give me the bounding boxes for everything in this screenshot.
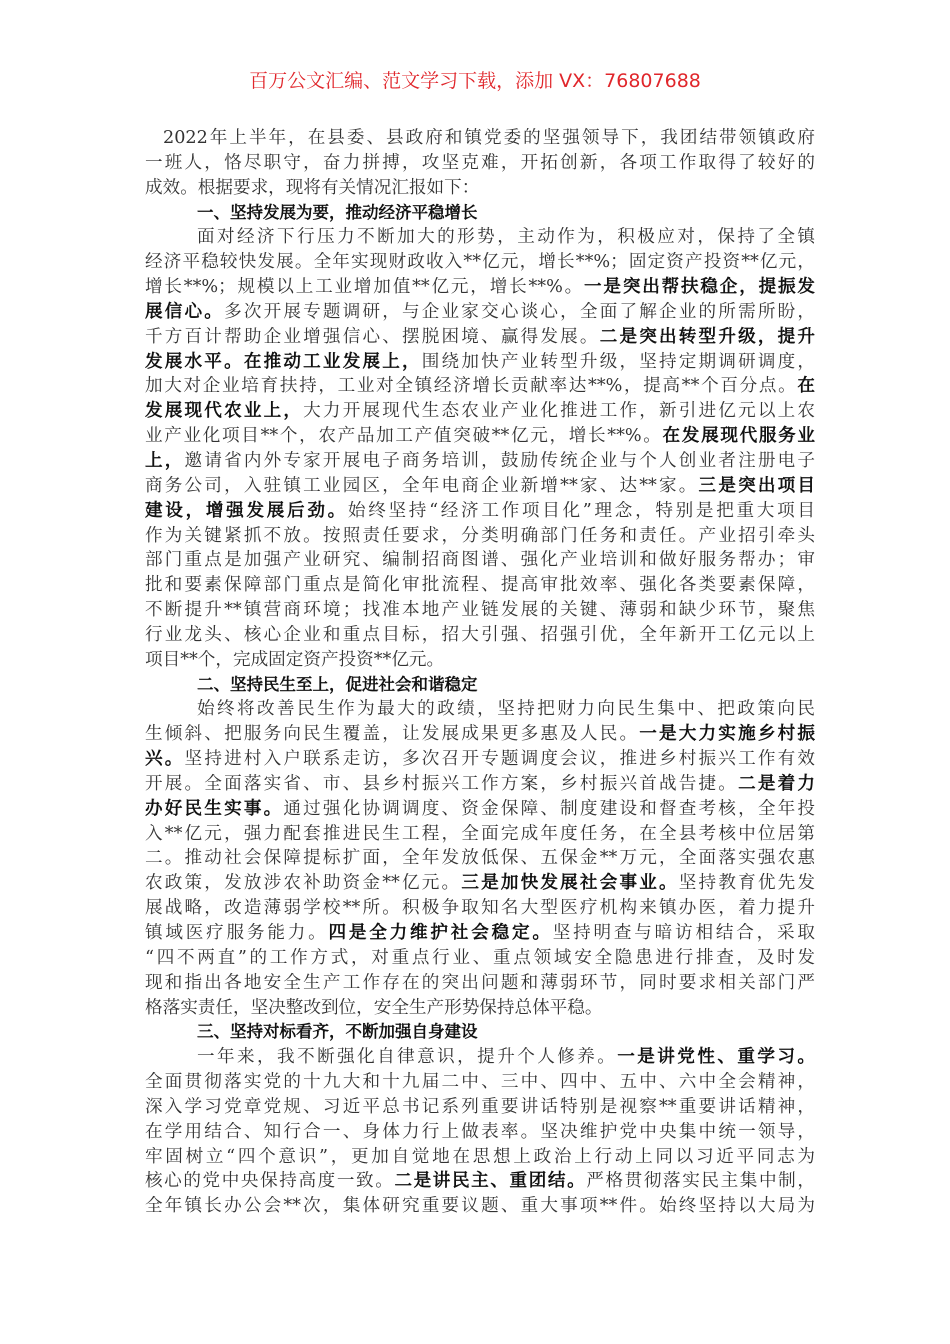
text-segment: 经济平稳较快发展。全年实现财政收入**亿元，增长**%；固定资产投资**亿元， [145,252,815,273]
text-line [145,1145,815,1170]
text-line [145,747,815,772]
text-segment: 牢固树立“四个意识”，更加自觉地在思想上政治上行动上同以习近平同志为 [145,1146,815,1167]
text-line [145,598,815,623]
text-segment: 始终将改善民生作为最大的政绩，坚持把财力向民生集中、把政策向民 [197,699,815,720]
bold-text: 展信心。 [145,300,225,322]
text-segment: 农政策，发放涉农补助资金**亿元。 [145,873,462,894]
bold-text: 发展水平。在推动工业发展上， [145,350,422,372]
text-segment: 在学用结合、知行合一、身体力行上做表率。坚决维护党中央集中统一领导， [145,1121,815,1142]
text-line [145,996,815,1021]
bold-text: 发展现代农业上， [145,400,304,422]
text-line [145,499,815,524]
watermark-banner: 百万公文汇编、范文学习下载，添加 VX：76807688 [249,70,701,92]
text-segment: 围绕加快产业转型升级，坚持定期调研调度， [421,351,815,372]
text-segment: 作为关键紧抓不放。按照责任要求，分类明确部门任务和责任。产业招引牵头 [145,525,815,546]
text-segment: 通过强化协调调度、资金保障、制度建设和督查考核，全年投 [283,798,815,819]
text-segment: 行业龙头、核心企业和重点目标，招大引强、招强引优，全年新开工亿元以上 [145,624,815,645]
text-segment: 大力开展现代生态农业产业化推进工作，新引进亿元以上农 [303,401,815,422]
text-line [145,722,815,747]
text-segment: 镇域医疗服务能力。 [145,923,329,943]
bold-text: 一是大力实施乡村振 [639,723,815,745]
text-line [145,921,815,946]
text-line [145,350,815,375]
text-segment: 批和要素保障部门重点是简化审批流程、提高审批效率、强化各类要素保障， [145,575,815,596]
text-segment: 加大对企业培育扶持，工业对全镇经济增长贡献率达**%，提高**个百分点。 [145,376,798,397]
bold-text: 三是突出项目 [698,474,815,496]
text-line [145,275,815,300]
bold-text: 办好民生实事。 [145,797,284,819]
text-line [145,896,815,921]
bold-text: 三、坚持对标看齐，不断加强自身建设 [197,1022,478,1042]
text-line [145,225,815,250]
text-line [145,250,815,275]
text-segment: 成效。根据要求，现将有关情况汇报如下： [145,177,480,198]
text-segment: 面对经济下行压力不断加大的形势，主动作为，积极应对，保持了全镇 [197,227,815,248]
bold-text: 在 [797,375,815,397]
text-segment: 核心的党中央保持高度一致。 [145,1171,395,1192]
text-line [145,176,815,201]
text-segment: 一班人，恪尽职守，奋力拼搏，攻坚克难，开拓创新，各项工作取得了较好的 [145,152,815,173]
bold-text: 在发展现代服务业 [662,425,815,447]
text-line [145,449,815,474]
text-line [145,1045,815,1070]
document-body [145,126,815,1219]
text-line [145,1095,815,1120]
text-segment: 项目**个，完成固定资产投资**亿元。 [145,649,445,670]
bold-text: 四是全力维护社会稳定。 [328,922,553,943]
bold-text: 二是着力 [738,772,815,794]
text-line [145,648,815,673]
text-segment: 邀请省内外专家开展电子商务培训，鼓励传统企业与个人创业者注册电子 [184,450,815,471]
bold-text: 三是加快发展社会事业。 [461,872,679,894]
text-segment: 坚持进村入户联系走访，多次召开专题调度会议，推进乡村振兴工作有效 [184,749,815,770]
text-line [145,399,815,424]
text-segment: 不断提升**镇营商环境；找准本地产业链发展的关键、薄弱和缺少环节，聚焦 [145,600,815,621]
text-line [145,524,815,549]
bold-text: 建设，增强发展后劲。 [145,499,348,521]
text-segment: 千方百计帮助企业增强信心、摆脱困境、赢得发展。 [145,326,600,347]
text-line [145,846,815,871]
text-segment: 2022年上半年，在县委、县政府和镇党委的坚强领导下，我团结带领镇政府 [163,128,815,148]
text-segment: 展战略，改造薄弱学校**所。积极争取知名大型医疗机构来镇办医，着力提升 [145,898,815,919]
text-line [145,424,815,449]
text-segment: 增长**%；规模以上工业增加值**亿元，增长**%。 [145,277,585,298]
text-line [145,1194,815,1219]
text-segment: 深入学习党章党规、习近平总书记系列重要讲话特别是视察**重要讲话精神， [145,1096,815,1117]
text-line [145,1120,815,1145]
text-line [145,151,815,176]
text-line [145,126,815,151]
text-line [145,325,815,350]
text-line [145,623,815,648]
text-segment: 坚持明查与暗访相结合，采取 [552,923,815,943]
text-segment: 全年镇长办公会**次，集体研究重要议题、重大事项**件。始终坚持以大局为 [145,1196,815,1217]
text-segment: “四不两直”的工作方式，对重点行业、重点领域安全隐患进行排查，及时发 [145,947,815,968]
text-line [145,1169,815,1194]
text-segment: 开展。全面落实省、市、县乡村振兴工作方案，乡村振兴首战告捷。 [145,773,739,794]
text-line [145,548,815,573]
bold-text: 一是突出帮扶稳企，提振发 [584,276,815,298]
bold-text: 上， [145,449,185,471]
text-line [145,822,815,847]
text-segment: 部门重点是加强产业研究、编制招商图谱、强化产业培训和做好服务帮办；审 [145,550,815,571]
text-segment: 现和指出各地安全生产工作存在的突出问题和薄弱环节，同时要求相关部门严 [145,972,815,993]
section-heading [145,1020,815,1045]
text-segment: 坚持教育优先发 [678,873,815,894]
text-segment: 入**亿元，强力配套推进民生工程，全面完成年度任务，在全县考核中位居第 [145,823,815,844]
text-segment: 商务公司，入驻镇工业园区，全年电商企业新增**家、达**家。 [145,475,699,496]
text-line [145,300,815,325]
text-line [145,797,815,822]
bold-text: 二是讲民主、重团结。 [394,1170,587,1192]
section-heading [145,201,815,226]
bold-text: 二、坚持民生至上，促进社会和谐稳定 [197,674,478,694]
section-heading [145,673,815,698]
text-line [145,871,815,896]
text-segment: 二。推动社会保障提标扩面，全年发放低保、五保金**万元，全面落实强农惠 [145,848,815,869]
text-line [145,772,815,797]
text-segment: 多次开展专题调研，与企业家交心谈心，全面了解企业的所需所盼， [224,301,815,322]
text-segment: 严格贯彻落实民主集中制， [586,1171,815,1192]
text-segment: 生倾斜、把服务向民生覆盖，让发展成果更多惠及人民。 [145,724,640,745]
text-line [145,374,815,399]
bold-text: 一是讲党性、重学习。 [617,1046,815,1068]
bold-text: 二是突出转型升级，提升 [599,325,815,347]
text-segment: 一年来，我不断强化自律意识，提升个人修养。 [197,1047,618,1068]
bold-text: 兴。 [145,748,185,770]
text-line [145,573,815,598]
text-line [145,1070,815,1095]
text-line [145,971,815,996]
bold-text: 一、坚持发展为要，推动经济平稳增长 [197,202,478,222]
text-line [145,697,815,722]
text-segment: 格落实责任，坚决整改到位，安全生产形势保持总体平稳。 [145,997,603,1018]
text-line [145,946,815,971]
text-line [145,474,815,499]
text-segment: 全面贯彻落实党的十九大和十九届二中、三中、四中、五中、六中全会精神， [145,1072,815,1093]
text-segment: 业产业化项目**个，农产品加工产值突破**亿元，增长**%。 [145,426,663,447]
text-segment: 始终坚持“经济工作项目化”理念，特别是把重大项目 [347,500,815,521]
